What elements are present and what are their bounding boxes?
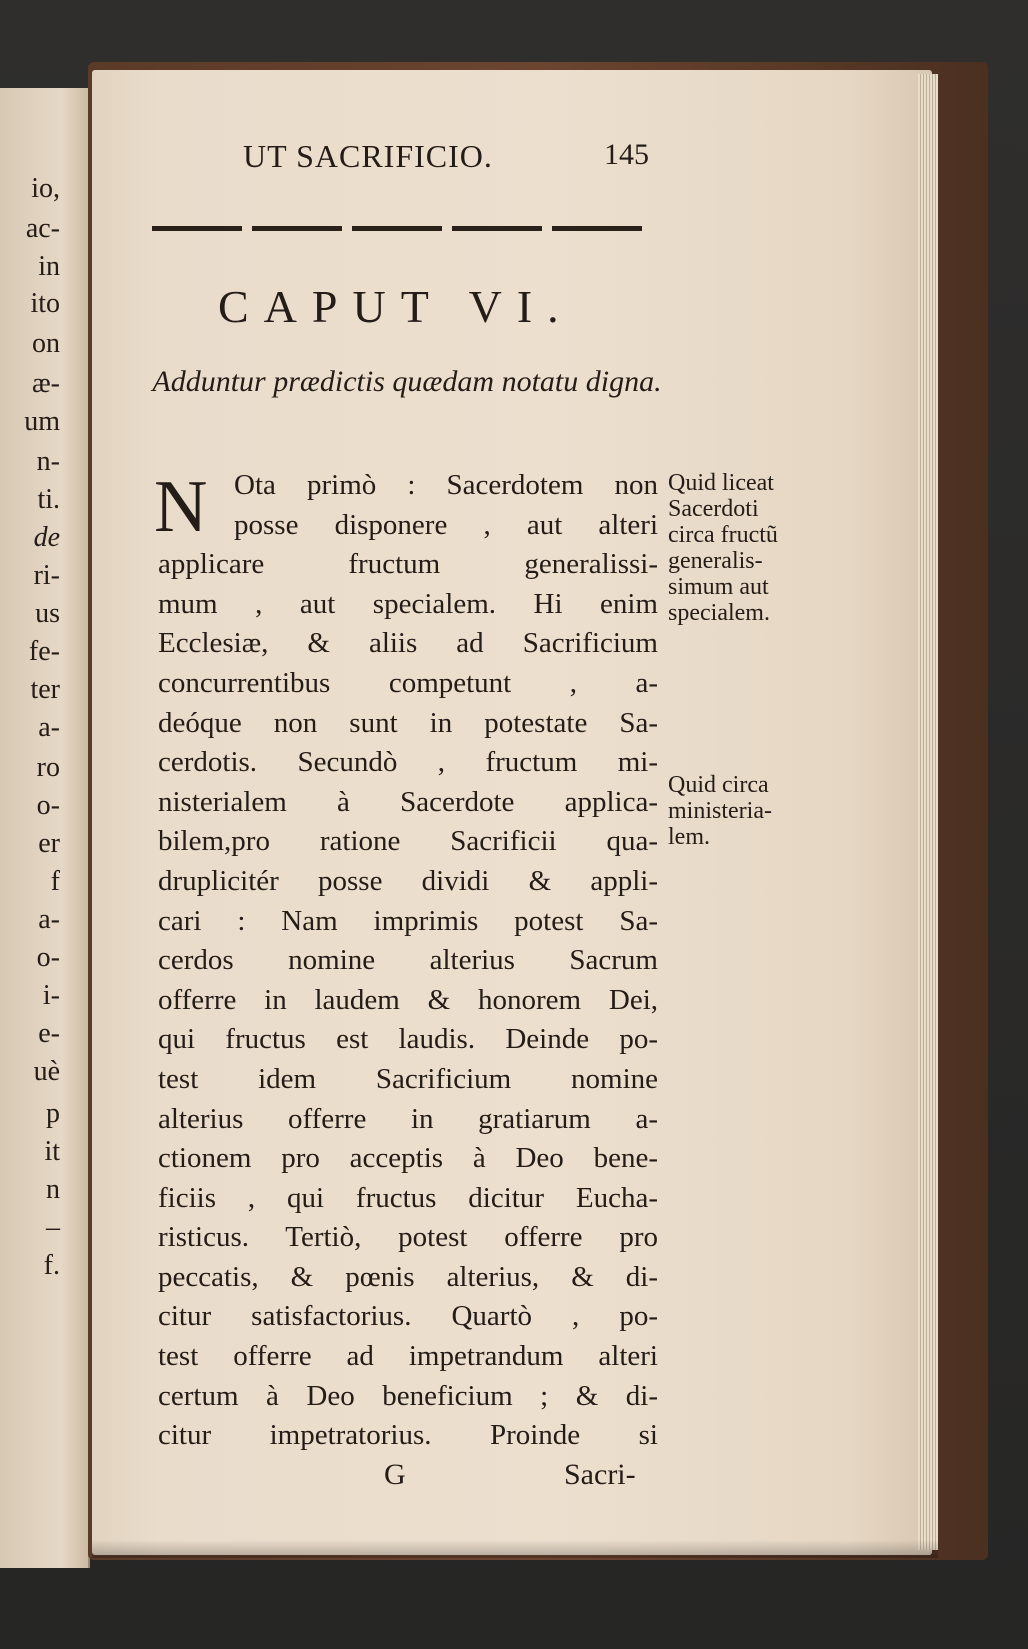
text-line: peccatis, & pœnis alterius, & di- bbox=[158, 1260, 658, 1293]
facing-page-fragment: p bbox=[46, 1098, 60, 1129]
facing-page-fragment: ti. bbox=[37, 484, 60, 515]
facing-page-fragment: – bbox=[46, 1212, 60, 1243]
text-line: posse disponere , aut alteri bbox=[234, 508, 658, 541]
facing-page-fragment: er bbox=[38, 828, 60, 859]
facing-page-fragment: e- bbox=[38, 1018, 60, 1049]
body-text bbox=[158, 466, 658, 1456]
text-line: bilem,pro ratione Sacrificii qua- bbox=[158, 825, 658, 858]
text-line: cerdos nomine alterius Sacrum bbox=[158, 944, 658, 977]
text-line: certum à Deo beneficium ; & di- bbox=[158, 1379, 658, 1412]
margin-note-line: Sacerdoti bbox=[668, 496, 759, 522]
facing-page-fragment: ter bbox=[30, 674, 60, 705]
text-line: alterius offerre in gratiarum a- bbox=[158, 1102, 658, 1135]
text-line: nisterialem à Sacerdote applica- bbox=[158, 785, 658, 818]
facing-page-fragment: æ- bbox=[32, 368, 60, 399]
facing-page-fragment: i- bbox=[42, 980, 60, 1011]
facing-page-fragment: f bbox=[50, 866, 60, 897]
facing-page-fragment: o- bbox=[36, 942, 60, 973]
text-line: ficiis , qui fructus dicitur Eucha- bbox=[158, 1181, 658, 1214]
facing-page-fragment: ri- bbox=[33, 560, 60, 591]
margin-note-line: lem. bbox=[668, 824, 710, 850]
margin-note-line: simum aut bbox=[668, 574, 769, 600]
page-number: 145 bbox=[604, 138, 649, 171]
facing-page-fragment: n bbox=[46, 1174, 60, 1205]
page-edges bbox=[918, 74, 938, 1550]
text-line: risticus. Tertiò, potest offerre pro bbox=[158, 1221, 658, 1254]
margin-note-line: Quid circa bbox=[668, 772, 769, 798]
facing-page-fragment: in bbox=[38, 251, 60, 282]
facing-page-fragment: io, bbox=[31, 173, 60, 204]
facing-page-fragment: on bbox=[32, 328, 60, 359]
facing-page-fragment: a- bbox=[38, 904, 60, 935]
margin-note-general-fruit bbox=[668, 470, 828, 626]
text-line: citur satisfactorius. Quartò , po- bbox=[158, 1300, 658, 1333]
facing-page-fragment: ro bbox=[36, 752, 60, 783]
text-line: concurrentibus competunt , a- bbox=[158, 666, 658, 699]
text-line: test offerre ad impetrandum alteri bbox=[158, 1340, 658, 1373]
facing-page-fragment: ac- bbox=[25, 213, 60, 244]
margin-note-line: specialem. bbox=[668, 600, 770, 626]
running-title: UT SACRIFICIO. bbox=[243, 138, 493, 174]
text-line: citur impetratorius. Proinde si bbox=[158, 1419, 658, 1452]
facing-page-fragment: fe- bbox=[28, 636, 60, 667]
text-line: qui fructus est laudis. Deinde po- bbox=[158, 1023, 658, 1056]
margin-note-line: ministeria- bbox=[668, 798, 772, 824]
facing-page-fragment: o- bbox=[36, 790, 60, 821]
text-line: Ota primò : Sacerdotem non bbox=[234, 469, 658, 501]
facing-page-fragment: f. bbox=[43, 1250, 60, 1281]
facing-page-fragment: uè bbox=[33, 1056, 60, 1087]
facing-page-fragment: de bbox=[33, 522, 60, 553]
header-rule bbox=[152, 226, 652, 231]
text-line: mum , aut specialem. Hi enim bbox=[158, 587, 658, 620]
signature-mark: G bbox=[384, 1458, 406, 1491]
text-line: cerdotis. Secundò , fructum mi- bbox=[158, 746, 658, 779]
text-line: test idem Sacrificium nomine bbox=[158, 1062, 658, 1095]
facing-page-fragment: a- bbox=[38, 712, 60, 743]
facing-page-fragment: n- bbox=[36, 446, 60, 477]
facing-page-fragment: um bbox=[24, 406, 60, 437]
margin-note-line: circa fructũ bbox=[668, 522, 778, 548]
margin-note-line: Quid liceat bbox=[668, 470, 774, 496]
facing-page-fragment: it bbox=[44, 1136, 60, 1167]
drop-cap: N bbox=[154, 466, 208, 548]
text-line: Ecclesiæ, & aliis ad Sacrificium bbox=[158, 627, 658, 660]
margin-note-line: generalis- bbox=[668, 548, 763, 574]
text-line: druplicitér posse dividi & appli- bbox=[158, 864, 658, 897]
text-line: deóque non sunt in potestate Sa- bbox=[158, 706, 658, 739]
facing-page-fragment: us bbox=[35, 598, 60, 629]
facing-page-edge bbox=[0, 88, 90, 1568]
catchword: Sacri- bbox=[564, 1458, 636, 1491]
text-line: applicare fructum generalissi- bbox=[158, 548, 658, 581]
text-line: offerre in laudem & honorem Dei, bbox=[158, 983, 658, 1016]
margin-note-ministerial-fruit bbox=[668, 772, 828, 850]
text-line: cari : Nam imprimis potest Sa- bbox=[158, 904, 658, 937]
chapter-heading: CAPUT VI. bbox=[218, 281, 574, 332]
chapter-subtitle: Adduntur prædictis quædam notatu digna. bbox=[152, 365, 662, 398]
facing-page-fragment: ito bbox=[30, 288, 60, 319]
page-shadow bbox=[92, 1540, 938, 1558]
text-line: ctionem pro acceptis à Deo bene- bbox=[158, 1142, 658, 1175]
